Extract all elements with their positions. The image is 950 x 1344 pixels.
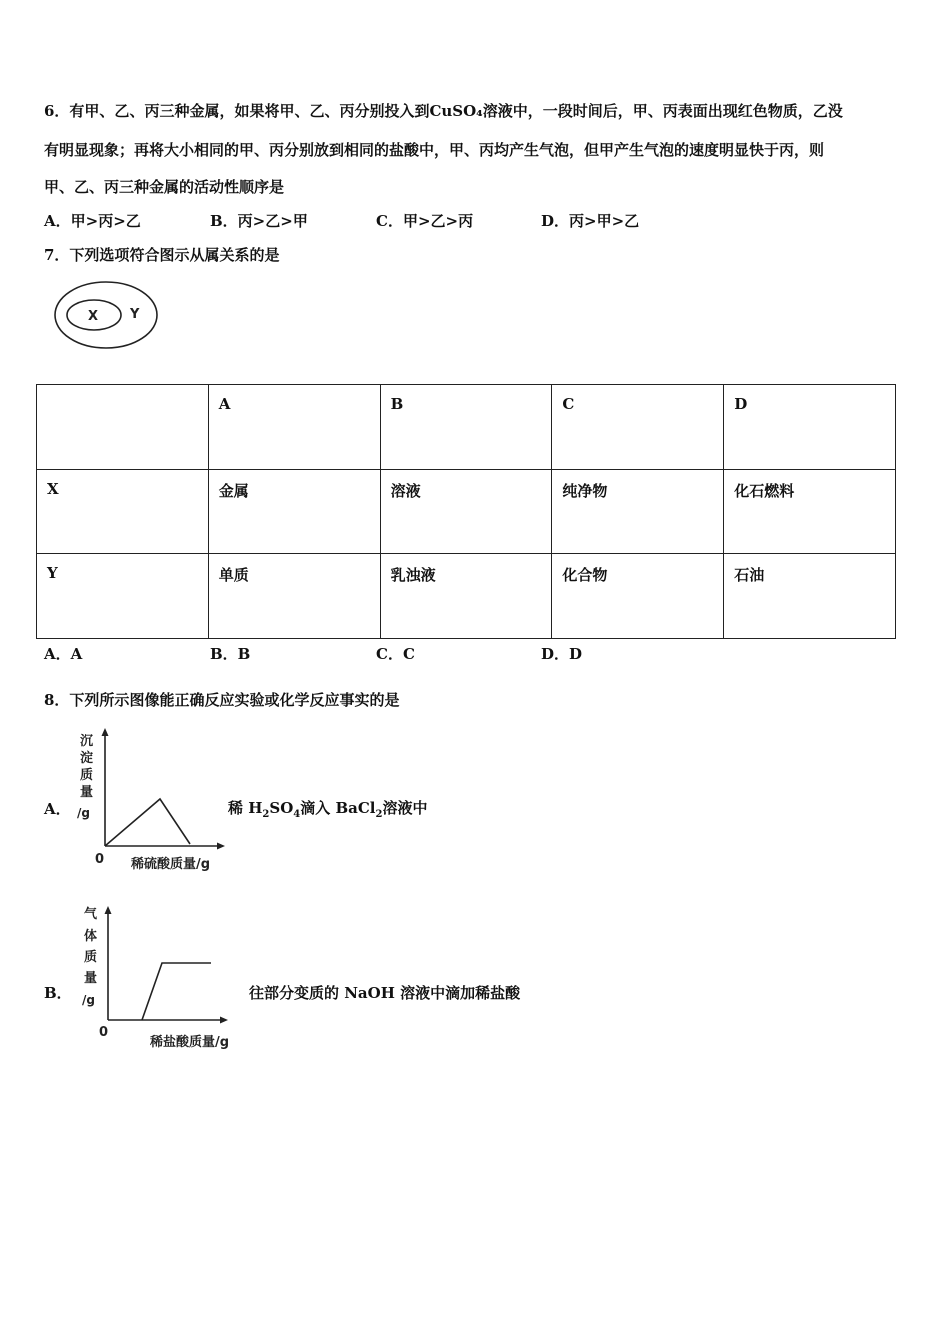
graph-b-y-arrow xyxy=(105,906,112,914)
table-header-row xyxy=(37,385,896,470)
q6-option-d: D．丙>甲>乙 xyxy=(541,212,640,230)
graph-a-ylabel-char: 沉 xyxy=(80,734,94,749)
graph-b-x-arrow xyxy=(220,1017,228,1024)
q6-option-b: B．丙>乙>甲 xyxy=(210,212,308,230)
q7-table xyxy=(36,384,896,639)
graph-b-ylabel-char: 量 xyxy=(84,971,98,986)
q8-option-a-description: 稀 $H_2SO_4$滴入 BaCl$_2$溶液中 xyxy=(228,799,428,820)
table-cell: 乳浊液 xyxy=(380,554,552,639)
venn-diagram xyxy=(50,280,165,352)
q7-option-c: C．C xyxy=(376,645,415,663)
graph-b-ylabel-char: 气 xyxy=(84,907,98,922)
q7-stem: 7．下列选项符合图示从属关系的是 xyxy=(44,246,280,264)
graph-b-ylabel-char: 体 xyxy=(84,929,98,944)
q6-option-a: A．甲>丙>乙 xyxy=(44,212,141,230)
graph-a-ylabel-char: 淀 xyxy=(80,751,94,766)
table-cell: 纯净物 xyxy=(552,469,724,554)
graph-b-xlabel: 稀盐酸质量/g xyxy=(150,1035,230,1050)
table-cell: C xyxy=(552,385,724,470)
q8-option-b-label: B． xyxy=(44,984,72,1002)
q7-option-d: D．D xyxy=(541,645,583,663)
table-cell: X xyxy=(37,469,209,554)
q6-line-2: 有明显现象；再将大小相同的甲、丙分别放到相同的盐酸中，甲、丙均产生气泡，但甲产生气泡的速度明显快于丙，则 xyxy=(44,141,825,159)
table-cell xyxy=(37,385,209,470)
table-cell: 溶液 xyxy=(380,469,552,554)
table-row xyxy=(37,554,896,639)
table-cell: B xyxy=(380,385,552,470)
outer-ellipse-y xyxy=(55,282,157,348)
table-cell: A xyxy=(208,385,380,470)
graph-b-ylabel-char: 质 xyxy=(84,950,98,965)
venn-label-y: Y xyxy=(130,307,140,322)
graph-a-xlabel: 稀硫酸质量/g xyxy=(131,857,211,872)
table-cell: 化石燃料 xyxy=(724,469,896,554)
q7-option-a: A．A xyxy=(44,645,83,663)
graph-a-ylabel-char: 质 xyxy=(80,768,94,783)
graph-a-ylabel-char: 量 xyxy=(80,785,94,800)
venn-label-x: X xyxy=(88,309,99,324)
graph-a-origin: 0 xyxy=(95,852,105,867)
graph-a-x-arrow xyxy=(217,843,225,850)
table-cell: Y xyxy=(37,554,209,639)
q8-option-b-description: 往部分变质的 NaOH 溶液中滴加稀盐酸 xyxy=(249,984,521,1002)
graph-a-y-arrow xyxy=(102,728,109,736)
table-cell: 石油 xyxy=(724,554,896,639)
graph-b-ylabel-unit: /g xyxy=(82,993,95,1007)
graph-b-curve xyxy=(142,963,211,1020)
q6-line-3: 甲、乙、丙三种金属的活动性顺序是 xyxy=(44,178,285,196)
q8-option-a-label: A． xyxy=(44,800,71,818)
graph-b xyxy=(78,900,248,1052)
graph-a xyxy=(72,725,232,875)
q6-option-c: C．甲>乙>丙 xyxy=(376,212,474,230)
graph-b-origin: 0 xyxy=(99,1025,109,1040)
q6-line-1: 6．有甲、乙、丙三种金属，如果将甲、乙、丙分别投入到CuSO₄溶液中，一段时间后，甲、丙表面出现红色物质，乙没 xyxy=(44,102,843,120)
table-cell: 单质 xyxy=(208,554,380,639)
q7-option-b: B．B xyxy=(210,645,251,663)
table-cell: D xyxy=(724,385,896,470)
table-row xyxy=(37,469,896,554)
table-cell: 化合物 xyxy=(552,554,724,639)
graph-a-curve xyxy=(105,799,190,846)
graph-a-ylabel-unit: /g xyxy=(77,806,90,820)
table-cell: 金属 xyxy=(208,469,380,554)
q8-stem: 8．下列所示图像能正确反应实验或化学反应事实的是 xyxy=(44,691,400,709)
